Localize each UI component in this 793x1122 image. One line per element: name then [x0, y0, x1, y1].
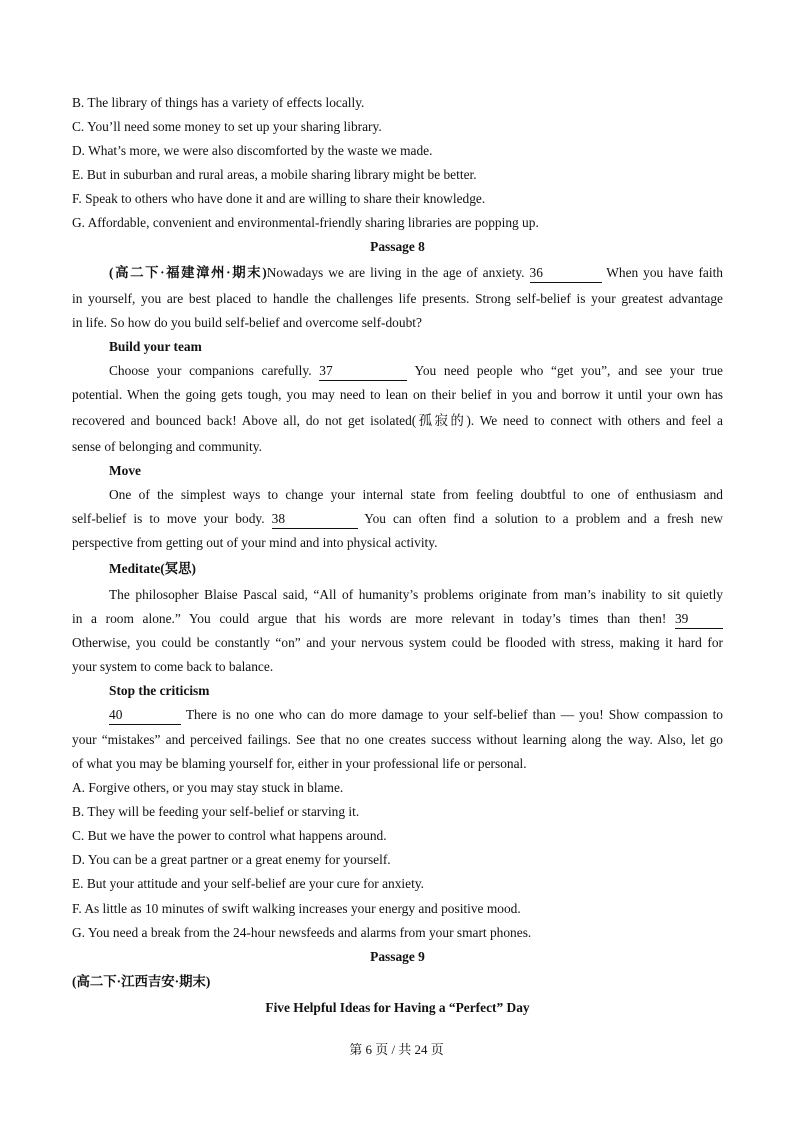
answer-blank-36[interactable]: 36	[530, 264, 602, 283]
answer-blank-39[interactable]: 39	[675, 610, 723, 629]
paragraph-line: recovered and bounced back! Above all, do not get isolated(孤寂的). We need to connect with others and feel a	[72, 413, 723, 428]
section-heading-stop-criticism: Stop the criticism	[109, 683, 210, 698]
paragraph-line: Otherwise, you could be constantly “on” and your nervous system could be flooded with stress, making it hard for	[72, 635, 723, 650]
section-heading-meditate: Meditate(冥思)	[109, 561, 197, 576]
page-footer: 第 6 页 / 共 24 页	[349, 1042, 444, 1057]
paragraph-line	[72, 703, 723, 727]
passage-8-intro-line-1	[72, 261, 723, 285]
option-line: G. You need a break from the 24-hour newsfeeds and alarms from your smart phones.	[72, 925, 532, 940]
option-line: F. As little as 10 minutes of swift walking increases your energy and positive mood.	[72, 901, 521, 916]
option-line: G. Affordable, convenient and environmental-friendly sharing libraries are popping up.	[72, 215, 539, 230]
text-span: Choose your companions carefully.	[109, 363, 312, 378]
passage-9-heading: Five Helpful Ideas for Having a “Perfect” Day	[265, 1000, 530, 1015]
section-heading-build-team: Build your team	[109, 339, 202, 354]
option-line: C. You’ll need some money to set up your sharing library.	[72, 119, 382, 134]
answer-blank-38[interactable]: 38	[272, 510, 358, 529]
paragraph-line: of what you may be blaming yourself for, either in your professional life or personal.	[72, 756, 527, 771]
paragraph-line: your “mistakes” and perceived failings. See that no one creates success without learning along the way. Also, let go	[72, 732, 723, 747]
paragraph-line: sense of belonging and community.	[72, 439, 262, 454]
paragraph-line	[72, 359, 723, 383]
paragraph-line: potential. When the going gets tough, you may need to lean on their belief in you and borrow it until your own has	[72, 387, 723, 402]
paragraph-line: One of the simplest ways to change your internal state from feeling doubtful to one of enthusiasm and	[109, 487, 723, 502]
option-line: F. Speak to others who have done it and are willing to share their knowledge.	[72, 191, 486, 206]
section-heading-move: Move	[109, 463, 141, 478]
text-span: There is no one who can do more damage to your self-belief than — you! Show compassion to	[185, 707, 723, 722]
text-span: When you have faith	[606, 265, 723, 280]
text-span: You can often find a solution to a problem and a fresh new	[364, 511, 723, 526]
source-tag: (高二下·福建漳州·期末)	[109, 265, 267, 280]
option-line: B. The library of things has a variety of effects locally.	[72, 95, 365, 110]
paragraph-line	[72, 507, 723, 531]
passage-9-title: Passage 9	[370, 949, 425, 964]
option-line: D. What’s more, we were also discomforted by the waste we made.	[72, 143, 433, 158]
option-line: B. They will be feeding your self-belief or starving it.	[72, 804, 360, 819]
text-span: You need people who “get you”, and see your true	[414, 363, 723, 378]
text-span: in a room alone.” You could argue that his words are more relevant in today’s times than then!	[72, 611, 667, 626]
option-line: A. Forgive others, or you may stay stuck in blame.	[72, 780, 344, 795]
answer-blank-40[interactable]: 40	[109, 706, 181, 725]
text-span: self-belief is to move your body.	[72, 511, 265, 526]
passage-8-title: Passage 8	[370, 239, 425, 254]
option-line: E. But your attitude and your self-belief are your cure for anxiety.	[72, 876, 424, 891]
paragraph-line	[72, 607, 723, 631]
option-line: E. But in suburban and rural areas, a mobile sharing library might be better.	[72, 167, 477, 182]
passage-9-source: (高二下·江西吉安·期末)	[72, 974, 211, 989]
option-line: D. You can be a great partner or a great enemy for yourself.	[72, 852, 391, 867]
text-span: Nowadays we are living in the age of anxiety.	[266, 265, 525, 280]
paragraph-line: in life. So how do you build self-belief and overcome self-doubt?	[72, 315, 422, 330]
answer-blank-37[interactable]: 37	[319, 362, 407, 381]
paragraph-line: The philosopher Blaise Pascal said, “All of humanity’s problems originate from man’s inability to sit quietly	[109, 587, 723, 602]
option-line: C. But we have the power to control what happens around.	[72, 828, 387, 843]
paragraph-line: perspective from getting out of your mind and into physical activity.	[72, 535, 438, 550]
paragraph-line: in yourself, you are best placed to handle the challenges life presents. Strong self-belief is your greatest advantage	[72, 291, 723, 306]
paragraph-line: your system to come back to balance.	[72, 659, 274, 674]
